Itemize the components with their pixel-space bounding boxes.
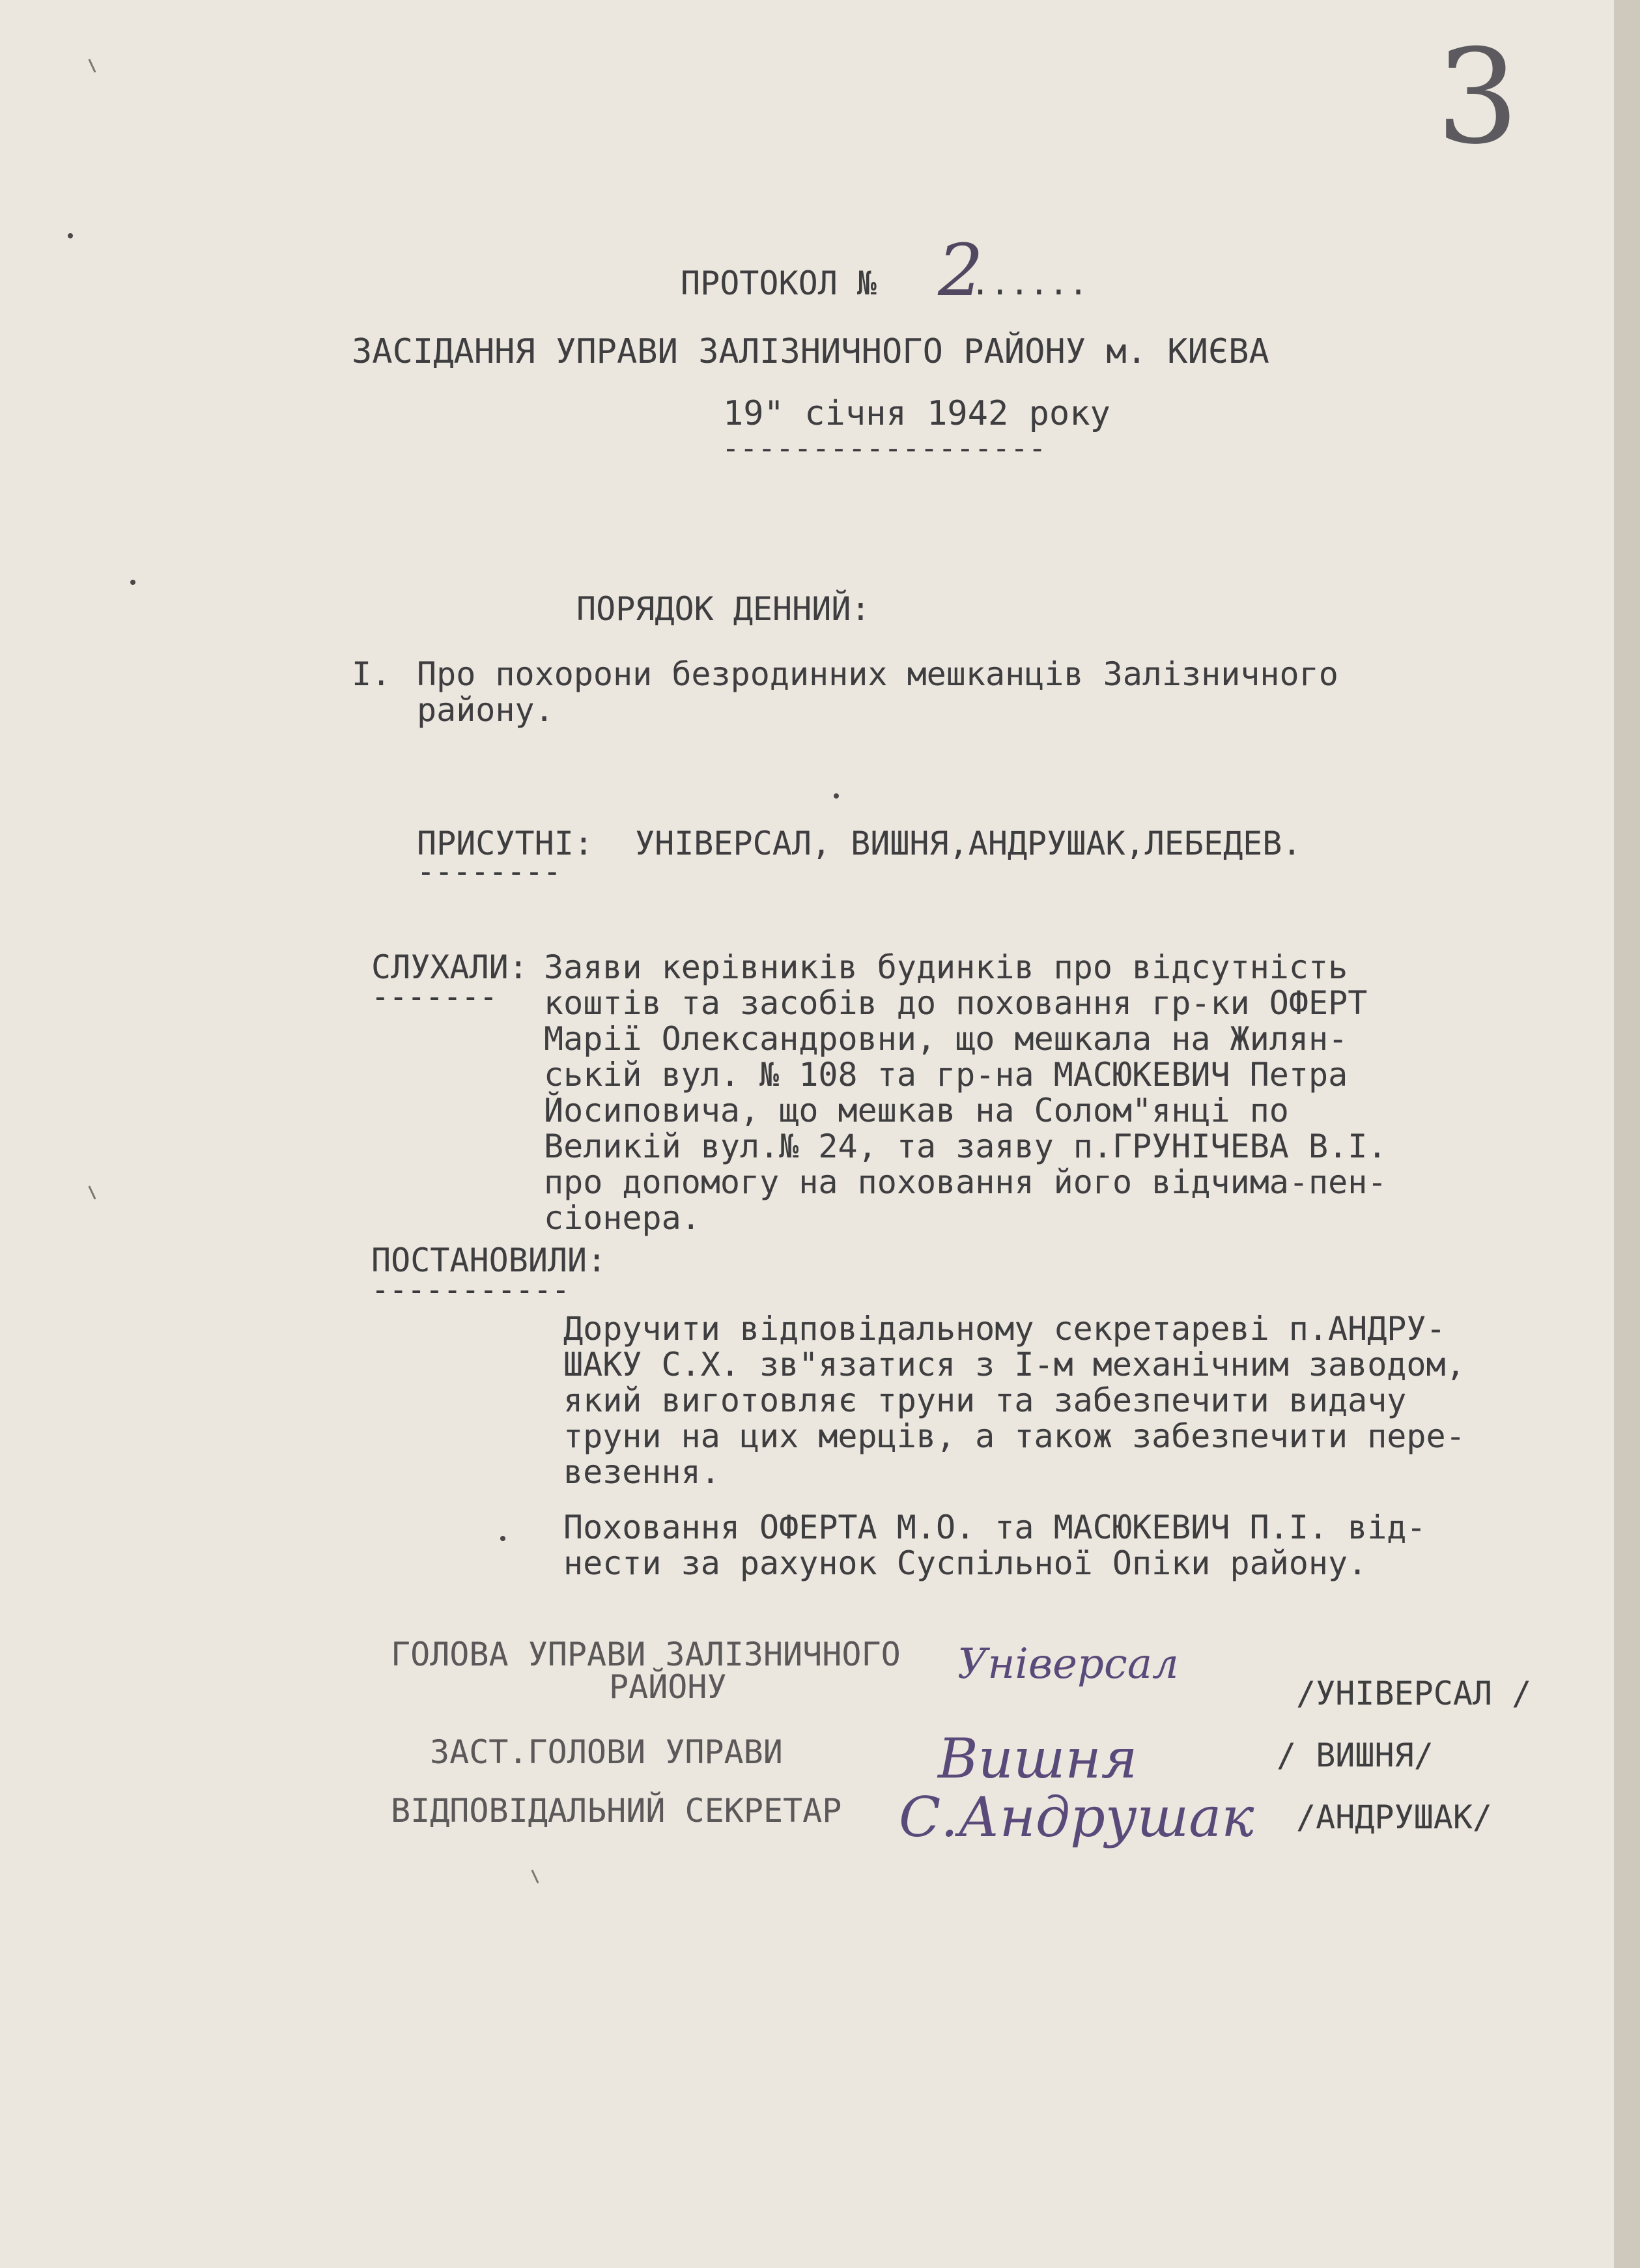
present-names: УНІВЕРСАЛ, ВИШНЯ,АНДРУШАК,ЛЕБЕДЕВ. bbox=[635, 825, 1302, 862]
paper-mark bbox=[88, 1185, 96, 1199]
heard-underline: ------- bbox=[371, 979, 498, 1014]
protocol-dots: ...... bbox=[970, 264, 1088, 302]
handwritten-signature: Вишня bbox=[938, 1727, 1138, 1791]
signatory-title: РАЙОНУ bbox=[609, 1668, 727, 1706]
paper-speck bbox=[68, 233, 73, 238]
present-underline: -------- bbox=[417, 854, 561, 889]
protocol-prefix: ПРОТОКОЛ № bbox=[681, 264, 877, 302]
protocol-number-handwritten: 2 bbox=[938, 229, 983, 312]
resolved-line: який виготовляє труни та забезпечити видачу bbox=[563, 1382, 1407, 1419]
resolved-label: ПОСТАНОВИЛИ: bbox=[371, 1241, 607, 1279]
paper-speck bbox=[500, 1536, 505, 1541]
printed-signatory-name: / ВИШНЯ/ bbox=[1277, 1736, 1434, 1774]
heard-line: Великій вул.№ 24, та заяву п.ГРУНІЧЕВА В.І. bbox=[544, 1127, 1387, 1165]
date-underline: ------------------ bbox=[722, 431, 1047, 466]
heard-line: Йосиповича, що мешкав на Солом"янці по bbox=[544, 1092, 1289, 1129]
heard-line: коштів та засобів до поховання гр-ки ОФЕРТ bbox=[544, 984, 1368, 1022]
resolved-line: везення. bbox=[563, 1453, 720, 1491]
agenda-item-line2: району. bbox=[417, 691, 554, 729]
resolved-line: Доручити відповідальному секретареві п.АНДРУ- bbox=[563, 1310, 1446, 1348]
agenda-heading: ПОРЯДОК ДЕННИЙ: bbox=[576, 590, 871, 628]
heard-line: про допомогу на поховання його відчима-пен- bbox=[544, 1163, 1387, 1201]
signatory-title: ЗАСТ.ГОЛОВИ УПРАВИ bbox=[430, 1733, 783, 1771]
present-label: ПРИСУТНІ: bbox=[417, 825, 593, 862]
resolved-line: ШАКУ С.Х. зв"язатися з І-м механічним заводом, bbox=[563, 1346, 1465, 1383]
printed-signatory-name: /УНІВЕРСАЛ / bbox=[1296, 1675, 1532, 1712]
handwritten-page-number: 3 bbox=[1436, 21, 1520, 173]
paper-speck bbox=[834, 793, 839, 799]
heard-line: сіонера. bbox=[544, 1199, 701, 1237]
agenda-item-line1: Про похорони безродинних мешканців Залізничного bbox=[417, 655, 1338, 693]
paper-mark bbox=[88, 59, 96, 72]
resolved-line: Поховання ОФЕРТА М.О. та МАСЮКЕВИЧ П.І. від- bbox=[563, 1509, 1426, 1546]
handwritten-signature: С.Андрушак bbox=[899, 1785, 1254, 1849]
resolved-line: нести за рахунок Суспільної Опіки району. bbox=[563, 1544, 1368, 1582]
paper-mark bbox=[531, 1869, 539, 1883]
heard-line: ській вул. № 108 та гр-на МАСЮКЕВИЧ Петра bbox=[544, 1056, 1348, 1094]
meeting-date: 19" січня 1942 року bbox=[723, 394, 1110, 433]
heard-line: Заяви керівників будинків про відсутність bbox=[544, 948, 1348, 986]
agenda-item-number: I. bbox=[352, 655, 391, 693]
signatory-title: ВІДПОВІДАЛЬНИЙ СЕКРЕТАР bbox=[391, 1792, 842, 1830]
paper-speck bbox=[130, 580, 135, 585]
printed-signatory-name: /АНДРУШАК/ bbox=[1296, 1798, 1493, 1836]
resolved-line: труни на цих мерців, а також забезпечити пере- bbox=[563, 1417, 1465, 1455]
handwritten-signature: Універсал bbox=[957, 1640, 1179, 1688]
heard-label: СЛУХАЛИ: bbox=[371, 948, 528, 986]
heard-line: Марії Олександровни, що мешкала на Жилян- bbox=[544, 1020, 1348, 1058]
meeting-subtitle: ЗАСІДАННЯ УПРАВИ ЗАЛІЗНИЧНОГО РАЙОНУ м. КИЄВА bbox=[352, 332, 1269, 371]
signatory-title: ГОЛОВА УПРАВИ ЗАЛІЗНИЧНОГО bbox=[391, 1636, 901, 1673]
page-edge bbox=[1614, 0, 1640, 2268]
resolved-underline: ----------- bbox=[371, 1272, 570, 1307]
